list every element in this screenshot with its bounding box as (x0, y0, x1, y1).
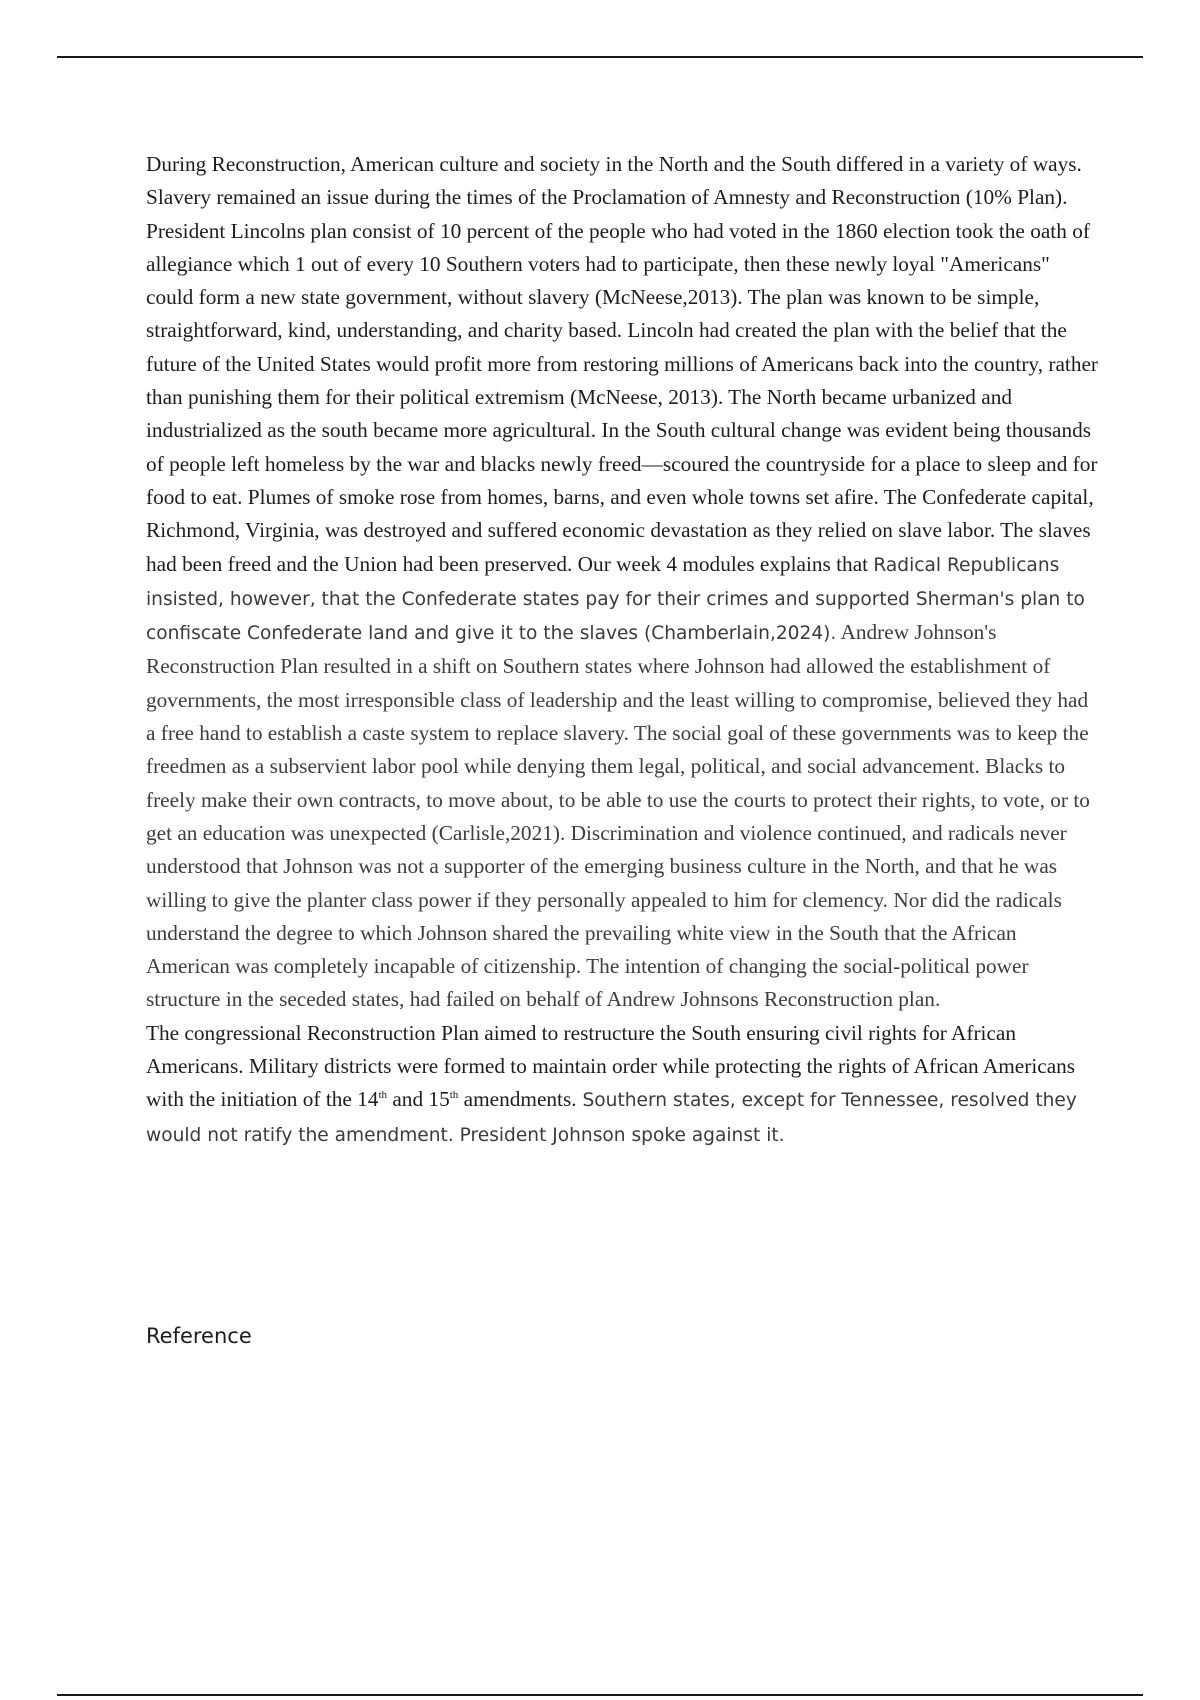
bottom-horizontal-rule (57, 1694, 1143, 1696)
paragraph1-johnson-plan-text: Andrew Johnson's Reconstruction Plan resulted in a shift on Southern states where Johnson had allowed the establishment of governments, the most irresponsible class of leadership and the least willing to compromise, believed they had a free hand to establish a caste system to replace slavery. The social goal of these governments was to keep the freedmen as a subservient labor pool while denying them legal, political, and social advancement. Blacks to freely make their own contracts, to move about, to be able to use the courts to protect their rights, to vote, or to get an education was unexpected (Carlisle,2021). Discrimination and violence continued, and radicals never understood that Johnson was not a supporter of the emerging business culture in the North, and that he was willing to give the planter class power if they personally appealed to him for clemency. Nor did the radicals understand the degree to which Johnson shared the prevailing white view in the South that the African American was completely incapable of citizenship. The intention of changing the social-political power structure in the seceded states, had failed on behalf of Andrew Johnsons Reconstruction plan. (146, 620, 1090, 1012)
top-horizontal-rule (57, 56, 1143, 58)
superscript-th: th (449, 1089, 459, 1102)
paragraph2-sans-text: Southern states, except for Tennessee, resolved they would not ratify the amendment. President Johnson spoke against it. (146, 1090, 1077, 1146)
reference-heading: Reference (146, 1324, 252, 1348)
paragraph1-module-quote: Radical Republicans insisted, however, that the Confederate states pay for their crimes and supported Sherman's plan to confiscate Confederate land and give it to the slaves (Chamberlain,2024). (146, 554, 1085, 645)
paragraph1-serif-text: During Reconstruction, American culture and society in the North and the South differed in a variety of ways. Slavery remained an issue during the times of the Proclamation of Amnesty and Reconstruction (10% Plan). President Lincolns plan consist of 10 percent of the people who had voted in the 1860 election took the oath of allegiance which 1 out of every 10 Southern voters had to participate, then these newly loyal "Americans" could form a new state government, without slavery (McNeese,2013). The plan was known to be simple, straightforward, kind, understanding, and charity based. Lincoln had created the plan with the belief that the future of the United States would profit more from restoring millions of Americans back into the country, rather than punishing them for their political extremism (McNeese, 2013). The North became urbanized and industrialized as the south became more agricultural. In the South cultural change was evident being thousands of people left homeless by the war and blacks newly freed—scoured the countryside for a place to sleep and for food to eat. Plumes of smoke rose from homes, barns, and even whole towns set afire. The Confederate capital, Richmond, Virginia, was destroyed and suffered economic devastation as they relied on slave labor. The slaves had been freed and the Union had been preserved. Our week 4 modules explains that (146, 152, 1099, 576)
superscript-th: th (378, 1089, 388, 1102)
paragraph2-text-and: and 15 (387, 1087, 450, 1112)
paragraph2-text-amendments: amendments. (458, 1087, 577, 1112)
paragraph-reconstruction-overview (146, 148, 1098, 1017)
essay-body (146, 148, 1098, 1152)
paragraph-congressional-plan (146, 1017, 1098, 1152)
paragraph2-text-start: The congressional Reconstruction Plan aimed to restructure the South ensuring civil rights for African Americans. Military districts were formed to maintain order while protecting the rights of African Americans with the initiation of the 14 (146, 1020, 1076, 1112)
